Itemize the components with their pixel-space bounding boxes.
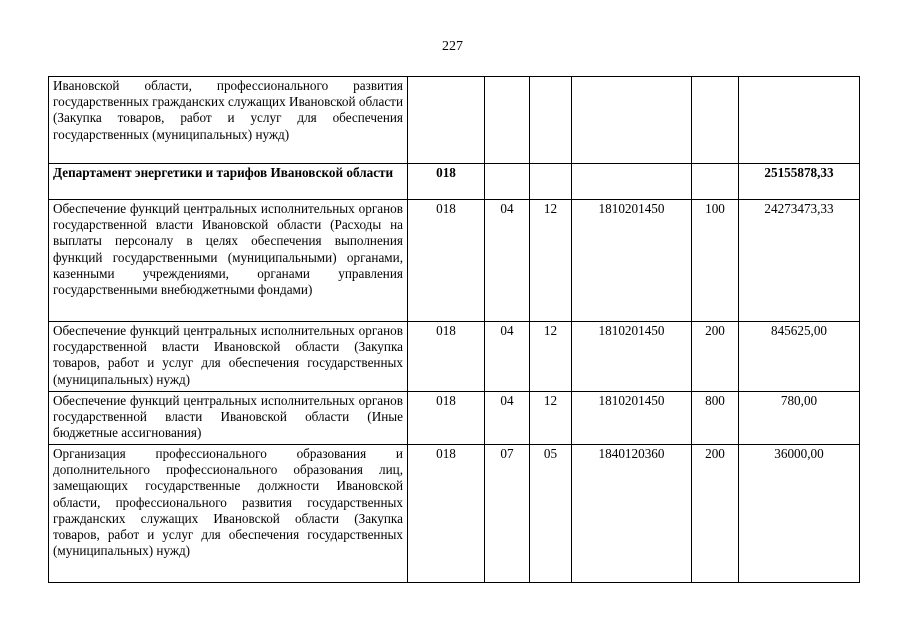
budget-table <box>48 76 860 583</box>
subsection-code: 12 <box>530 322 572 392</box>
expense-type-code: 200 <box>692 322 739 392</box>
amount: 845625,00 <box>739 322 860 392</box>
amount: 36000,00 <box>739 445 860 583</box>
expense-type-code: 800 <box>692 392 739 445</box>
ministry-code: 018 <box>408 392 485 445</box>
ministry-code: 018 <box>408 200 485 322</box>
subsection-code <box>530 77 572 164</box>
target-code: 1810201450 <box>572 200 692 322</box>
row-description: Департамент энергетики и тарифов Ивановской области <box>49 164 408 200</box>
section-code: 07 <box>485 445 530 583</box>
row-description: Обеспечение функций центральных исполнительных органов государственной власти Ивановской области (Расходы на выплаты персоналу в целях обеспечения выполнения функций государственными (муниципальными) органами, казенными учреждениями, органами управления государственными внебюджетными фондами) <box>49 200 408 322</box>
table-row <box>49 445 860 583</box>
ministry-code <box>408 77 485 164</box>
section-code: 04 <box>485 322 530 392</box>
section-code: 04 <box>485 200 530 322</box>
row-description: Ивановской области, профессионального развития государственных гражданских служащих Ивановской области (Закупка товаров, работ и услуг для обеспечения государственных (муниципальных) нужд) <box>49 77 408 164</box>
subsection-code: 05 <box>530 445 572 583</box>
table-row <box>49 392 860 445</box>
ministry-code: 018 <box>408 322 485 392</box>
subsection-code: 12 <box>530 392 572 445</box>
row-description: Организация профессионального образования и дополнительного профессионального образования лиц, замещающих государственные должности Ивановской области, профессионального развития государственных гражданских служащих Ивановской области (Закупка товаров, работ и услуг для обеспечения государственных (муниципальных) нужд) <box>49 445 408 583</box>
page-number: 227 <box>442 39 463 54</box>
expense-type-code: 100 <box>692 200 739 322</box>
target-code: 1810201450 <box>572 392 692 445</box>
section-code: 04 <box>485 392 530 445</box>
expense-type-code: 200 <box>692 445 739 583</box>
expense-type-code <box>692 164 739 200</box>
section-code <box>485 164 530 200</box>
target-code <box>572 77 692 164</box>
table-row <box>49 77 860 164</box>
amount: 25155878,33 <box>739 164 860 200</box>
target-code: 1810201450 <box>572 322 692 392</box>
expense-type-code <box>692 77 739 164</box>
amount: 24273473,33 <box>739 200 860 322</box>
amount <box>739 77 860 164</box>
table-row <box>49 164 860 200</box>
target-code: 1840120360 <box>572 445 692 583</box>
section-code <box>485 77 530 164</box>
row-description: Обеспечение функций центральных исполнительных органов государственной власти Ивановской области (Иные бюджетные ассигнования) <box>49 392 408 445</box>
table-row <box>49 200 860 322</box>
ministry-code: 018 <box>408 445 485 583</box>
target-code <box>572 164 692 200</box>
subsection-code <box>530 164 572 200</box>
subsection-code: 12 <box>530 200 572 322</box>
ministry-code: 018 <box>408 164 485 200</box>
amount: 780,00 <box>739 392 860 445</box>
row-description: Обеспечение функций центральных исполнительных органов государственной власти Ивановской области (Закупка товаров, работ и услуг для обеспечения государственных (муниципальных) нужд) <box>49 322 408 392</box>
table-row <box>49 322 860 392</box>
